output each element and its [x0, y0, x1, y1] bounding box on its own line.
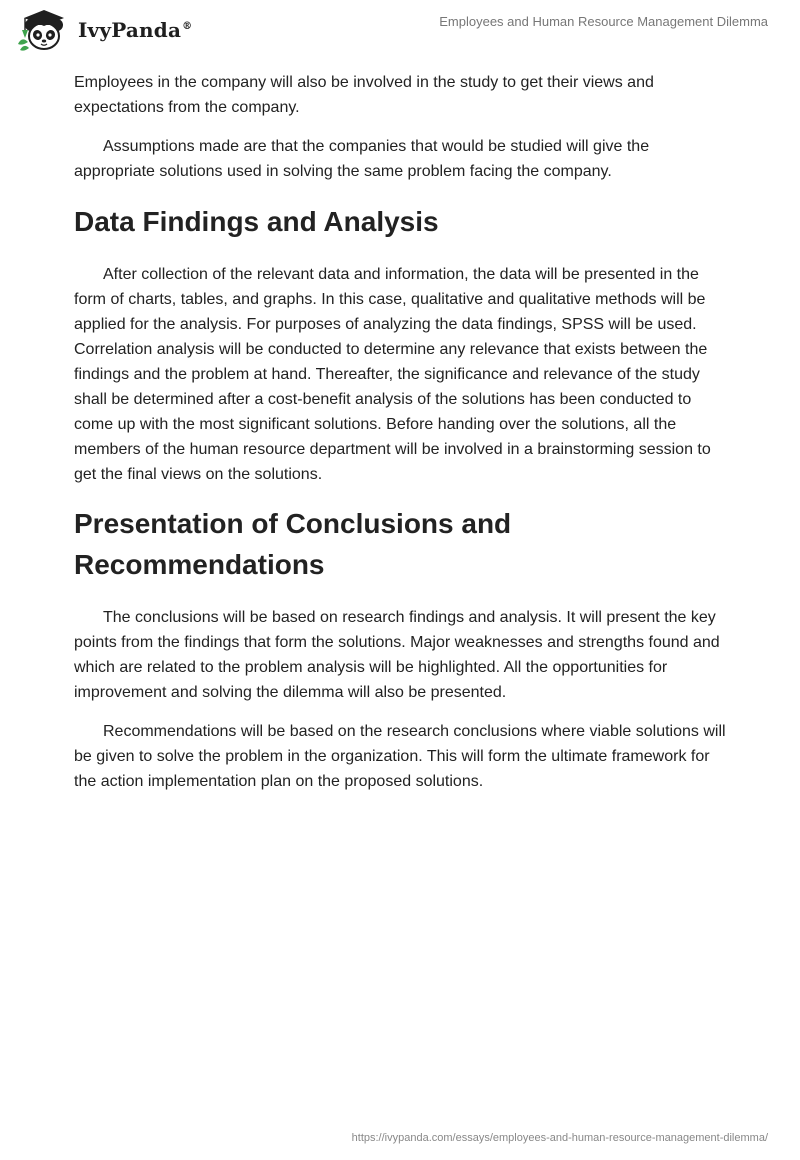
ivypanda-logo[interactable] [14, 8, 192, 52]
paragraph: Assumptions made are that the companies that would be studied will give the appropriate solutions used in solving the same problem facing the company. [74, 138, 650, 180]
paragraph: Employees in the company will also be involved in the study to get their views and expectations from the company. [74, 74, 654, 116]
paragraph: Recommendations will be based on the research conclusions where viable solutions will be given to solve the problem in the organization. This will form the ultimate framework for the action implementation plan on the proposed solutions. [74, 723, 726, 790]
document-title: Employees and Human Resource Management Dilemma [439, 14, 768, 29]
source-url[interactable]: https://ivypanda.com/essays/employees-and-human-resource-management-dilemma/ [351, 1132, 768, 1144]
page-header [0, 0, 800, 60]
section-heading-data-findings: Data Findings and Analysis [74, 206, 439, 237]
registered-mark: ® [182, 21, 193, 33]
essay-body [74, 70, 730, 808]
paragraph: After collection of the relevant data and information, the data will be presented in the form of charts, tables, and graphs. In this case, qualitative and qualitative methods will be applied for the analysis. For purposes of analyzing the data findings, SPSS will be used. Correlation analysis will be conducted to determine any relevance that exists between the findings and the problem at hand. Thereafter, the significance and relevance of the study shall be determined after a cost-benefit analysis of the solutions has been conducted to come up with the most significant solutions. Before handing over the solutions, all the members of the human resource department will be involved in a brainstorming session to get the final views on the solutions. [74, 266, 711, 483]
paragraph: The conclusions will be based on research findings and analysis. It will present the key points from the findings that form the solutions. Major weaknesses and strengths found and which are related to the problem analysis will be highlighted. All the opportunities for improvement and solving the dilemma will also be presented. [74, 609, 720, 701]
brand-name: IvyPanda® [78, 18, 193, 42]
panda-graduate-icon [14, 8, 74, 52]
section-heading-conclusions: Presentation of Conclusions and Recommendations [74, 508, 512, 580]
